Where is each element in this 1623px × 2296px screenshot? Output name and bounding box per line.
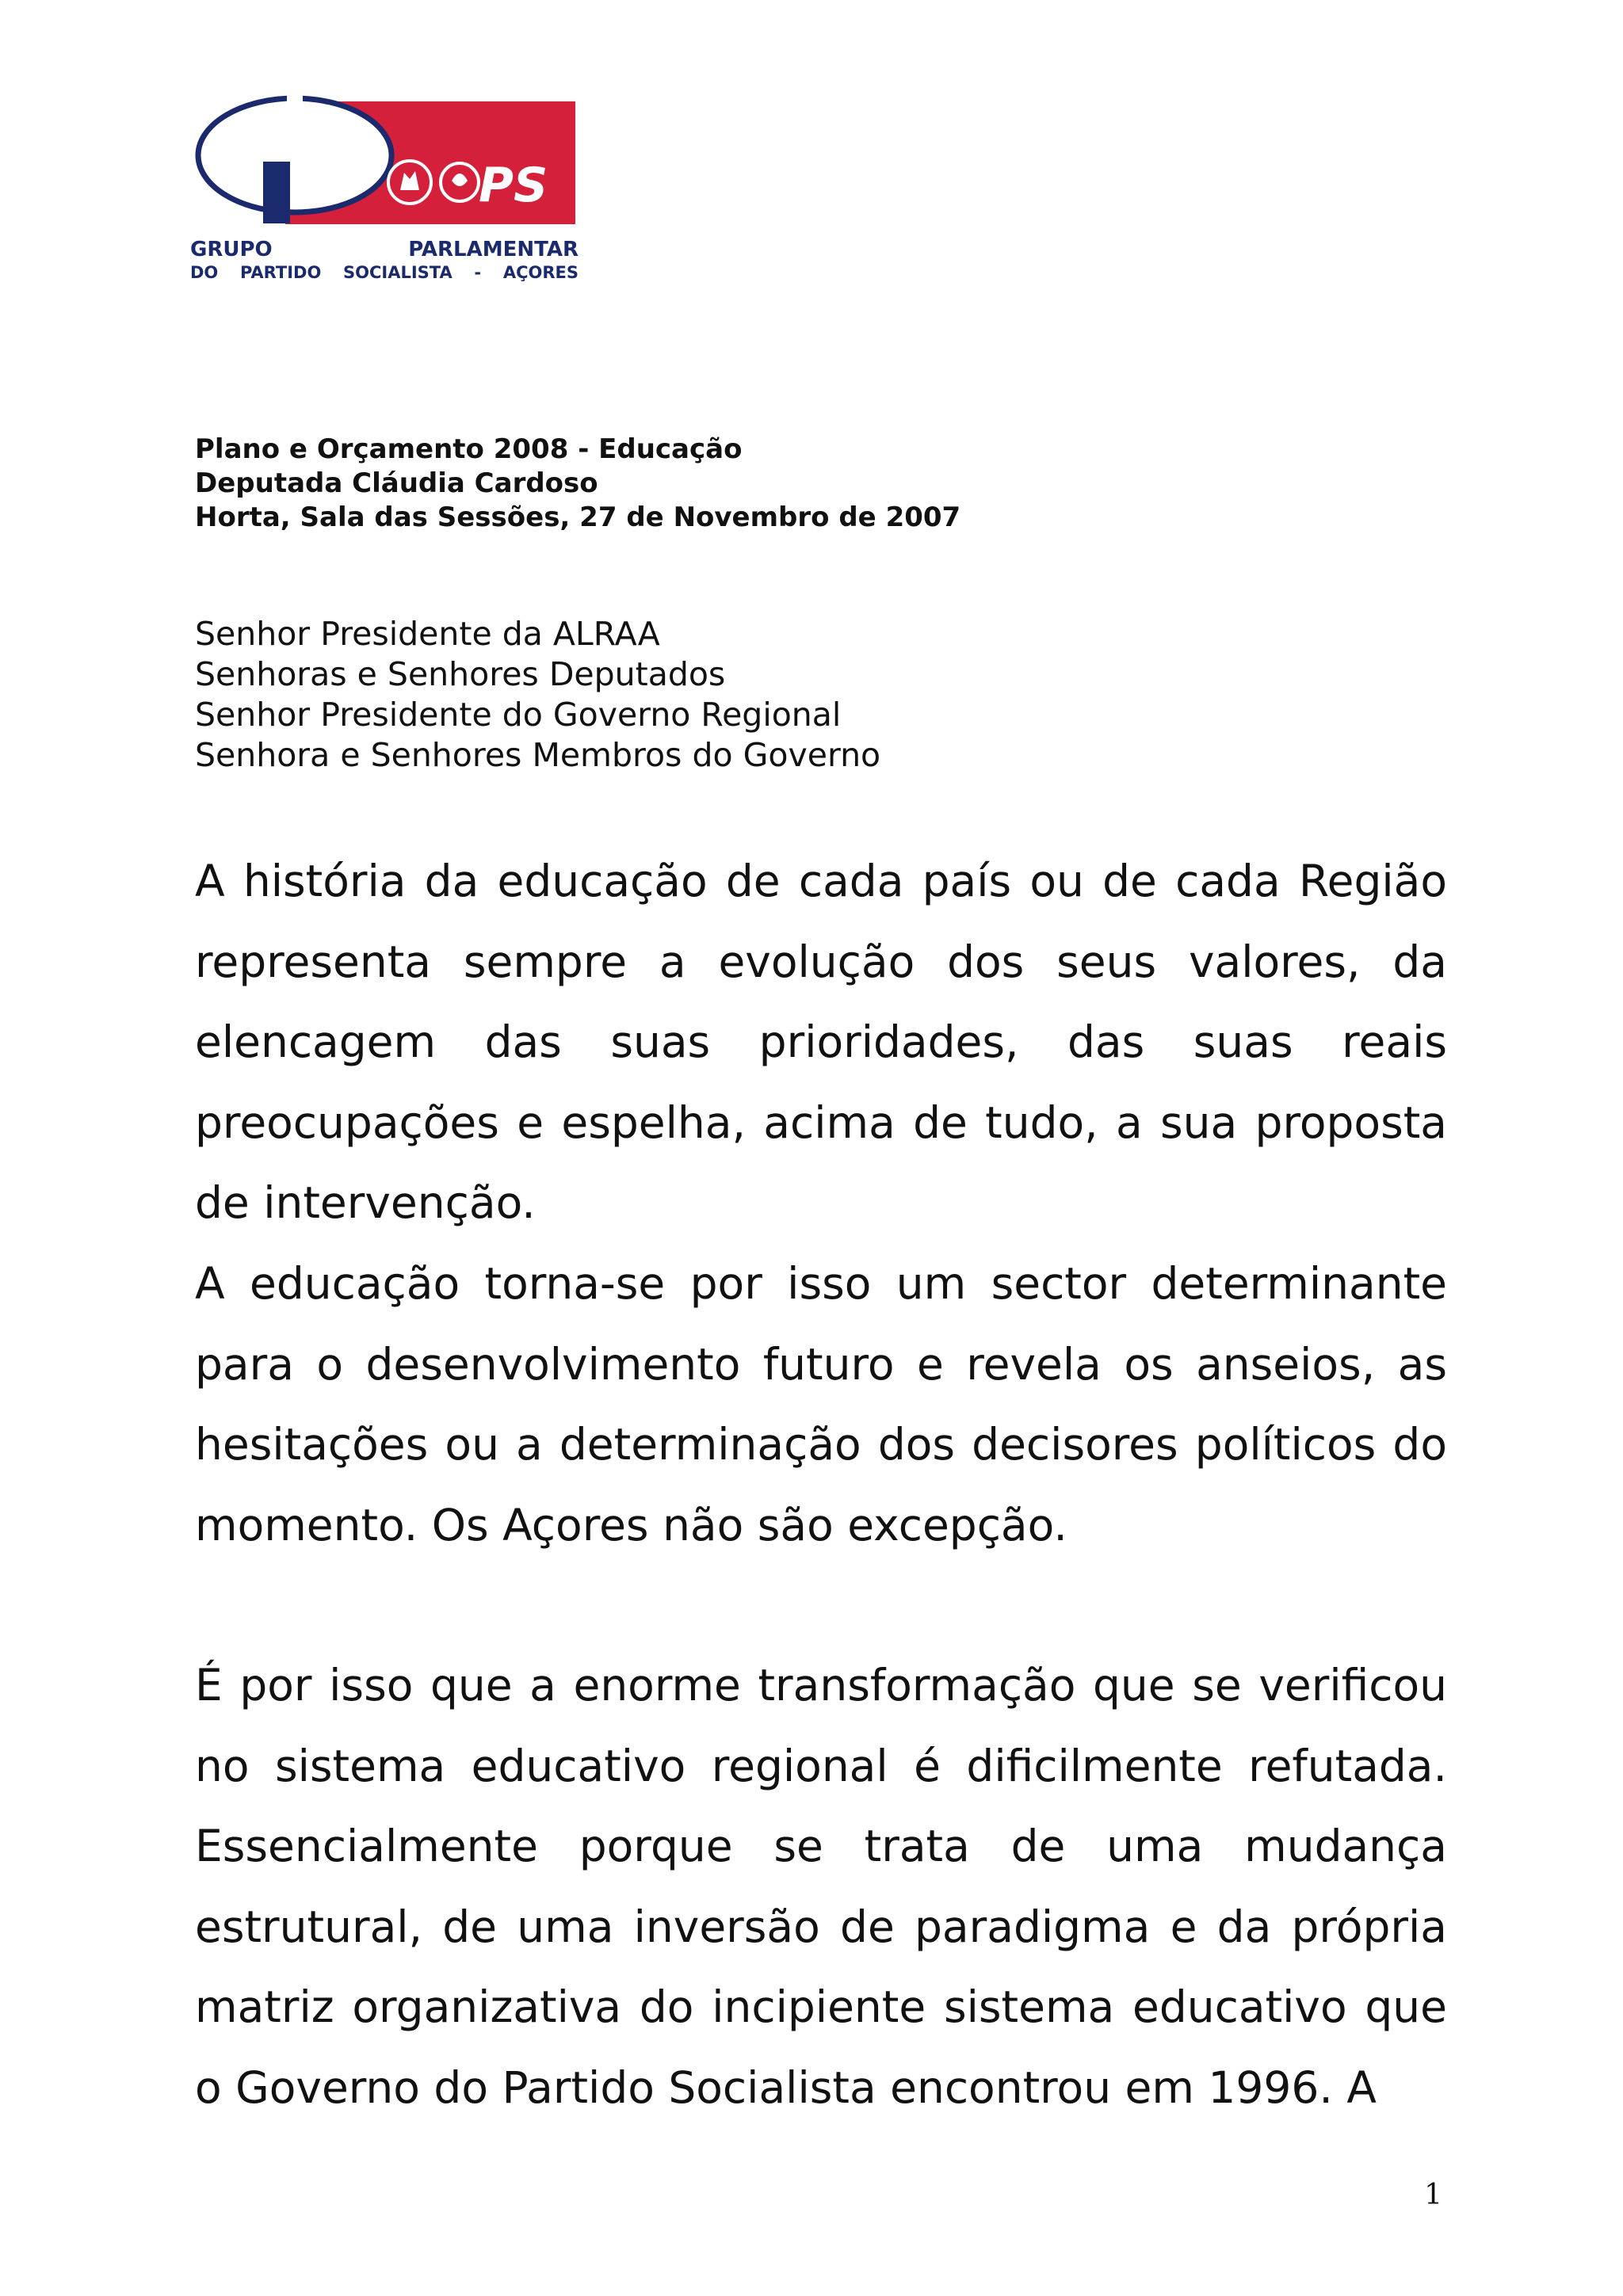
- document-place-date: Horta, Sala das Sessões, 27 de Novembro de 2007: [195, 502, 961, 533]
- greetings: [195, 614, 880, 776]
- party-logo: [190, 93, 579, 292]
- greeting-line: Senhora e Senhores Membros do Governo: [195, 736, 881, 774]
- parliamentary-group-logo-icon: [190, 93, 579, 228]
- page-number: 1: [1424, 2179, 1442, 2211]
- greeting-line: Senhor Presidente da ALRAA: [195, 615, 660, 653]
- body-paragraph-1: A história da educação de cada país ou de cada Região representa sempre a evolução dos seus valores, da elencagem das suas prioridades, das suas reais preocupações e espelha, acima de tudo, a sua proposta de intervenção.: [195, 856, 1447, 1228]
- document-author: Deputada Cláudia Cardoso: [195, 467, 598, 499]
- document-title: Plano e Orçamento 2008 - Educação: [195, 433, 743, 465]
- document-header: [195, 433, 960, 535]
- body-paragraph-3: É por isso que a enorme transformação que se verificou no sistema educativo regional é dificilmente refutada. Essencialmente porque se trata de uma mudança estrutural, de uma inversão de paradigma e da própria matriz organizativa do incipiente sistema educativo que o Governo do Partido Socialista encontrou em 1996. A: [195, 1660, 1447, 2113]
- logo-party-subtitle: DO PARTIDO SOCIALISTA - AÇORES: [190, 263, 579, 282]
- logo-group-title: GRUPO PARLAMENTAR: [190, 238, 579, 261]
- greeting-line: Senhoras e Senhores Deputados: [195, 655, 726, 693]
- body-paragraph-2: A educação torna-se por isso um sector determinante para o desenvolvimento futuro e revela os anseios, as hesitações ou a determinação dos decisores políticos do momento. Os Açores não são excepção.: [195, 1258, 1447, 1550]
- greeting-line: Senhor Presidente do Governo Regional: [195, 696, 842, 734]
- ps-mark: PS: [479, 158, 548, 213]
